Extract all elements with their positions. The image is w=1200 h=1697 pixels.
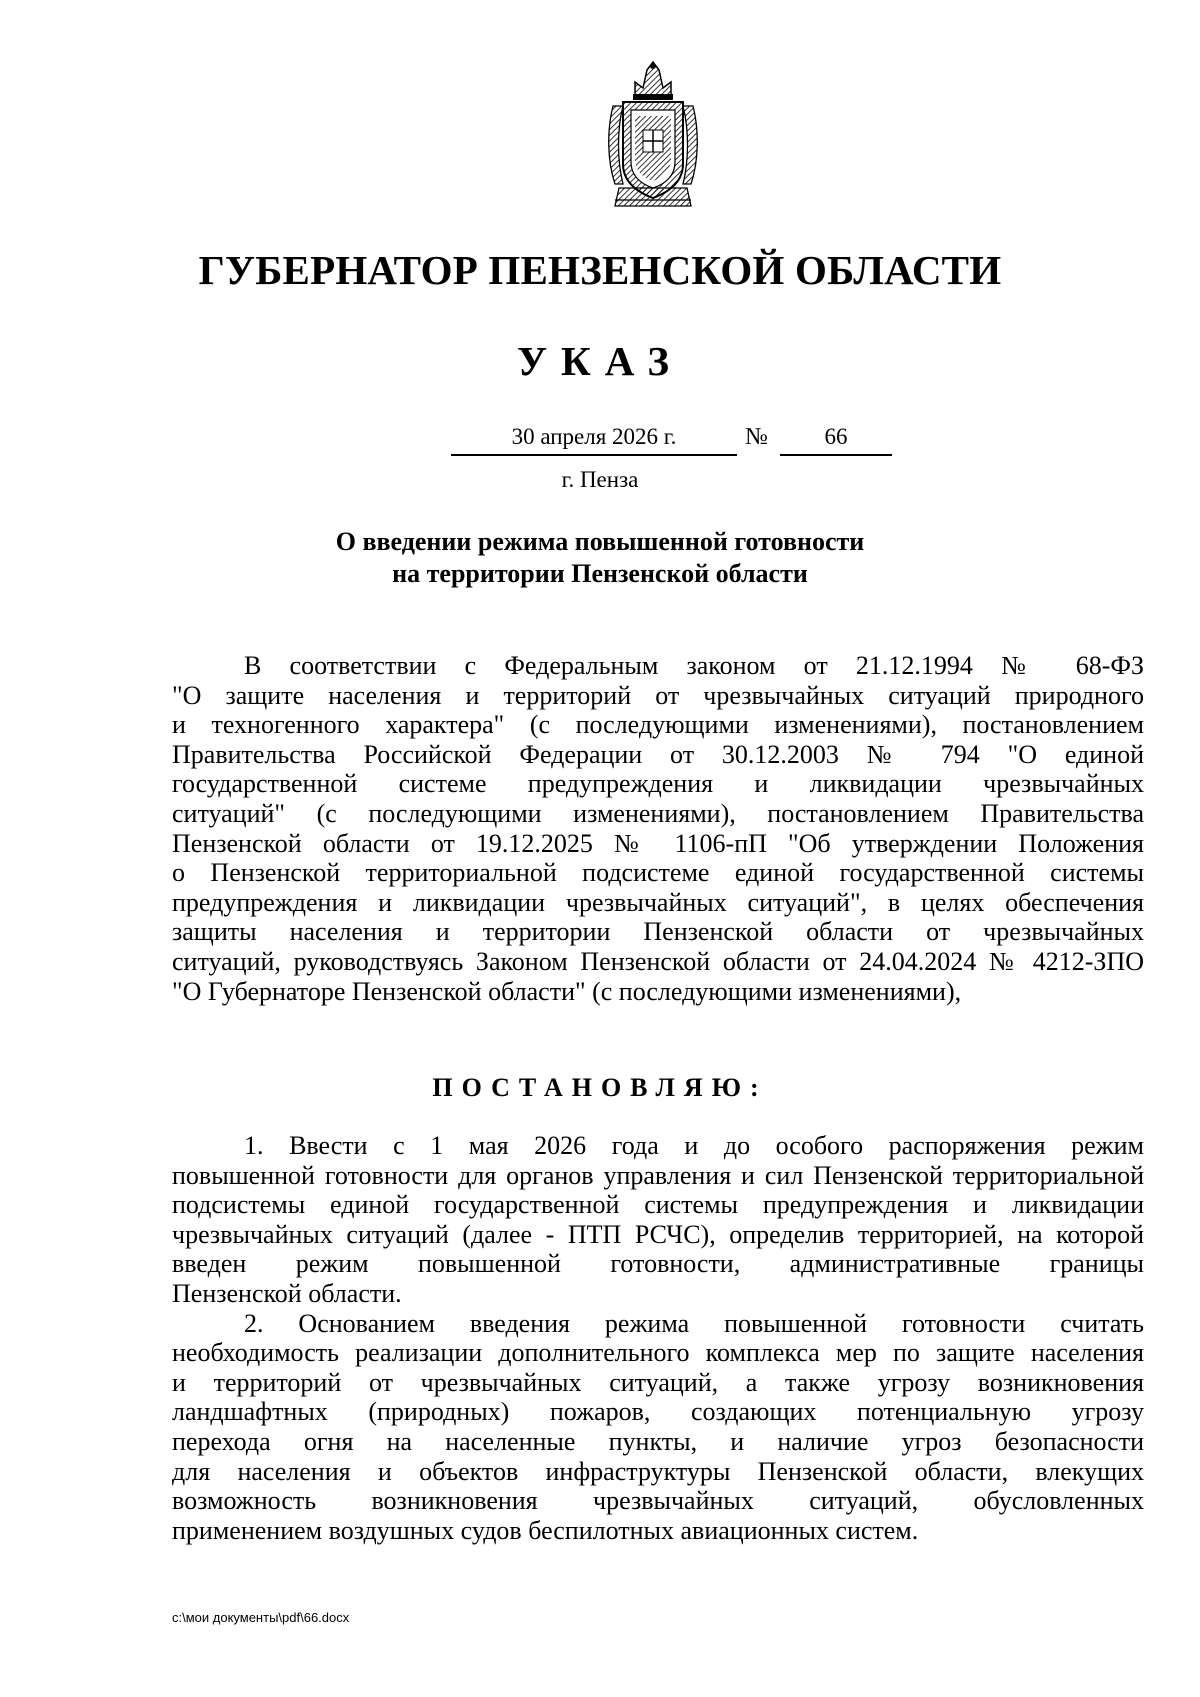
text-line: ситуаций, руководствуясь Законом Пензенской области от 24.04.2024 № 4212-ЗПО — [172, 946, 1144, 976]
text-line: Пензенской области. — [172, 1278, 402, 1308]
number-sign: № — [745, 424, 768, 450]
text-line: Пензенской области от 19.12.2025 № 1106-пП "Об утверждении Положения — [172, 828, 1144, 858]
text-line: 1. Ввести с 1 мая 2026 года и до особого распоряжения режим — [244, 1131, 1144, 1160]
preamble-paragraph — [172, 651, 1144, 1006]
text-line: и территорий от чрезвычайных ситуаций, а также угрозу возникновения — [172, 1367, 1144, 1397]
text-line: государственной системе предупреждения и ликвидации чрезвычайных — [172, 769, 1144, 799]
issuing-authority-title: ГУБЕРНАТОР ПЕНЗЕНСКОЙ ОБЛАСТИ — [198, 247, 1002, 293]
text-line: "О Губернаторе Пензенской области" (с последующими изменениями), — [172, 976, 962, 1006]
issue-city: г. Пенза — [561, 467, 639, 492]
resolution-body — [172, 1131, 1144, 1545]
text-line: предупреждения и ликвидации чрезвычайных ситуаций", в целях обеспечения — [172, 887, 1144, 917]
text-line: ландшафтных (природных) пожаров, создающих потенциальную угрозу — [172, 1397, 1144, 1427]
document-type-title: УКАЗ — [516, 338, 684, 384]
text-line: введен режим повышенной готовности, административные границы — [172, 1249, 1144, 1279]
text-line: перехода огня на населенные пункты, и наличие угроз безопасности — [172, 1426, 1144, 1456]
text-line: возможность возникновения чрезвычайных ситуаций, обусловленных — [172, 1486, 1144, 1516]
text-line: ситуаций" (с последующими изменениями), постановлением Правительства — [172, 798, 1144, 828]
text-line: Правительства Российской Федерации от 30.12.2003 № 794 "О единой — [172, 739, 1144, 769]
text-line: В соответствии с Федеральным законом от 21.12.1994 № 68-ФЗ — [244, 651, 1144, 680]
text-line: 2. Основанием введения режима повышенной готовности считать — [244, 1308, 1144, 1338]
footer-file-path: c:\мои документы\pdf\66.docx — [172, 1610, 350, 1625]
subject-line: О введении режима повышенной готовности — [335, 527, 865, 556]
resolution-item-1 — [172, 1131, 1144, 1309]
text-line: чрезвычайных ситуаций (далее - ПТП РСЧС), определив территорией, на которой — [172, 1219, 1144, 1249]
text-line: защиты населения и территории Пензенской области от чрезвычайных — [172, 917, 1144, 947]
document-date: 30 апреля 2026 г. — [451, 424, 737, 456]
coat-of-arms-emblem — [605, 60, 701, 210]
document-number: 66 — [780, 424, 892, 456]
text-line: о Пензенской территориальной подсистеме единой государственной системы — [172, 858, 1144, 888]
document-subject — [0, 526, 1200, 590]
text-line: необходимость реализации дополнительного комплекса мер по защите населения — [172, 1338, 1144, 1368]
subject-line: на территории Пензенской области — [392, 559, 808, 588]
text-line: повышенной готовности для органов управления и сил Пензенской территориальной — [172, 1160, 1144, 1190]
text-line: применением воздушных судов беспилотных авиационных систем. — [172, 1515, 919, 1545]
text-line: подсистемы единой государственной системы предупреждения и ликвидации — [172, 1190, 1144, 1220]
text-line: и техногенного характера" (с последующими изменениями), постановлением — [172, 710, 1144, 740]
resolution-item-2 — [172, 1309, 1144, 1546]
text-line: "О защите населения и территорий от чрезвычайных ситуаций природного — [172, 680, 1144, 710]
text-line: для населения и объектов инфраструктуры Пензенской области, влекущих — [172, 1456, 1144, 1486]
resolve-heading: ПОСТАНОВЛЯЮ: — [432, 1073, 768, 1102]
